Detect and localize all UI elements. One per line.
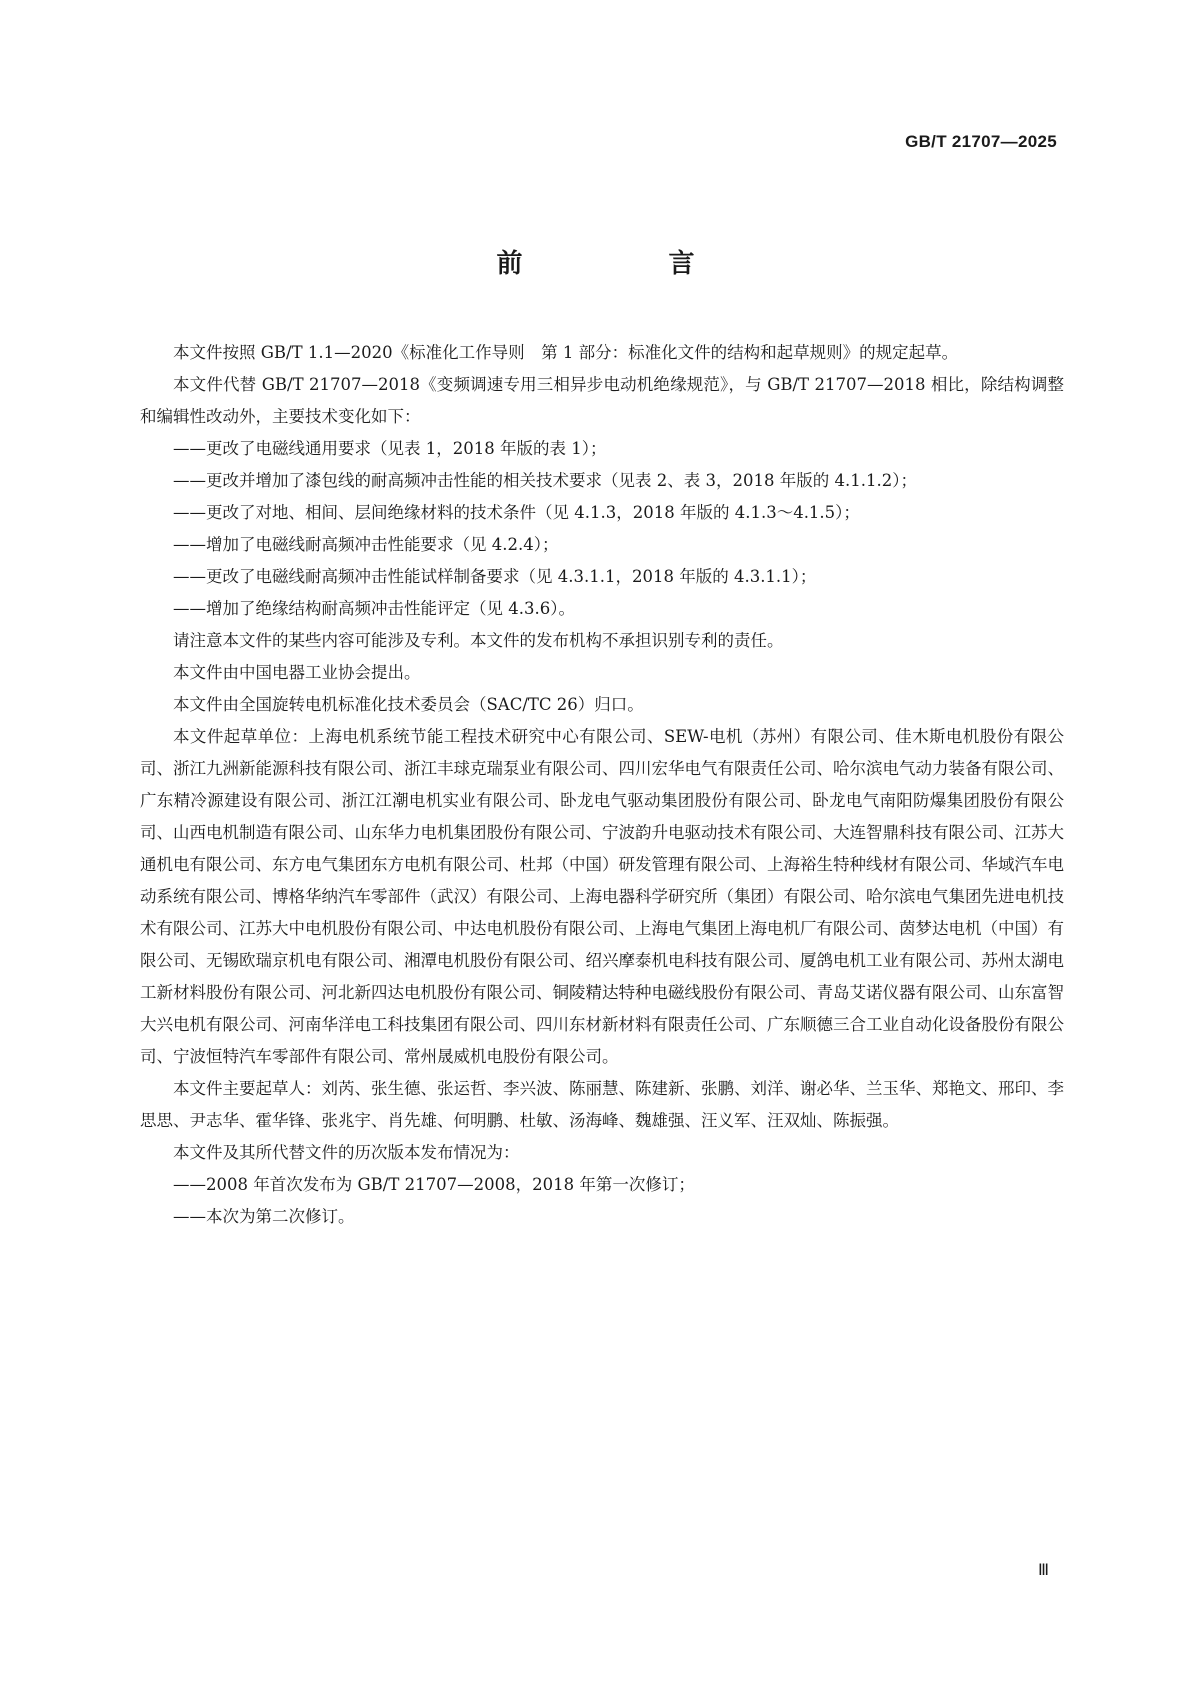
list-item: ——增加了绝缘结构耐高频冲击性能评定（见 4.3.6）。: [173, 599, 575, 618]
paragraph: 本文件主要起草人：刘芮、张生德、张运哲、李兴波、陈丽慧、陈建新、张鹏、刘洋、谢必华、兰玉华、郑艳文、邢印、李思思、尹志华、霍华锋、张兆宇、肖先雄、何明鹏、杜敏、汤海峰、魏雄强、汪义军、汪双灿、陈振强。: [140, 1079, 1064, 1130]
list-item: ——2008 年首次发布为 GB/T 21707—2008，2018 年第一次修订；: [173, 1175, 695, 1194]
paragraph: 本文件起草单位：上海电机系统节能工程技术研究中心有限公司、SEW-电机（苏州）有限公司、佳木斯电机股份有限公司、浙江九洲新能源科技有限公司、浙江丰球克瑞泵业有限公司、四川宏华电气有限责任公司、哈尔滨电气动力装备有限公司、广东精冷源建设有限公司、浙江江潮电机实业有限公司、卧龙电气驱动集团股份有限公司、卧龙电气南阳防爆集团股份有限公司、山西电机制造有限公司、山东华力电机集团股份有限公司、宁波韵升电驱动技术有限公司、大连智鼎科技有限公司、江苏大通机电有限公司、东方电气集团东方电机有限公司、杜邦（中国）研发管理有限公司、上海裕生特种线材有限公司、华域汽车电动系统有限公司、博格华纳汽车零部件（武汉）有限公司、上海电器科学研究所（集团）有限公司、哈尔滨电气集团先进电机技术有限公司、江苏大中电机股份有限公司、中达电机股份有限公司、上海电气集团上海电机厂有限公司、茵梦达电机（中国）有限公司、无锡欧瑞京机电有限公司、湘潭电机股份有限公司、绍兴摩泰机电科技有限公司、厦鸽电机工业有限公司、苏州太湖电工新材料股份有限公司、河北新四达电机股份有限公司、铜陵精达特种电磁线股份有限公司、青岛艾诺仪器有限公司、山东富智大兴电机有限公司、河南华洋电工科技集团有限公司、四川东材新材料有限责任公司、广东顺德三合工业自动化设备股份有限公司、宁波恒特汽车零部件有限公司、常州晟威机电股份有限公司。: [140, 727, 1064, 1066]
list-item: ——更改并增加了漆包线的耐高频冲击性能的相关技术要求（见表 2、表 3，2018 年版的 4.1.1.2）；: [173, 471, 917, 490]
preface-body: [140, 337, 1064, 1233]
paragraph: 请注意本文件的某些内容可能涉及专利。本文件的发布机构不承担识别专利的责任。: [173, 631, 784, 650]
paragraph: 本文件由全国旋转电机标准化技术委员会（SAC/TC 26）归口。: [173, 695, 644, 714]
list-item: ——更改了对地、相间、层间绝缘材料的技术条件（见 4.1.3，2018 年版的 4.1.3～4.1.5）；: [173, 503, 860, 522]
paragraph: 本文件代替 GB/T 21707—2018《变频调速专用三相异步电动机绝缘规范》，与 GB/T 21707—2018 相比，除结构调整和编辑性改动外，主要技术变化如下：: [140, 375, 1064, 426]
list-item: ——更改了电磁线通用要求（见表 1，2018 年版的表 1）；: [173, 439, 607, 458]
paragraph: 本文件及其所代替文件的历次版本发布情况为：: [173, 1143, 520, 1162]
list-item: ——更改了电磁线耐高频冲击性能试样制备要求（见 4.3.1.1，2018 年版的 4.3.1.1）；: [173, 567, 817, 586]
standard-code: GB/T 21707—2025: [905, 132, 1057, 151]
page-number: Ⅲ: [1037, 1562, 1049, 1579]
paragraph: 本文件按照 GB/T 1.1—2020《标准化工作导则 第 1 部分：标准化文件的结构和起草规则》的规定起草。: [173, 343, 959, 362]
list-item: ——增加了电磁线耐高频冲击性能要求（见 4.2.4）；: [173, 535, 559, 554]
paragraph: 本文件由中国电器工业协会提出。: [173, 663, 421, 682]
list-item: ——本次为第二次修订。: [173, 1207, 355, 1226]
page-title: 前 言: [496, 249, 755, 279]
